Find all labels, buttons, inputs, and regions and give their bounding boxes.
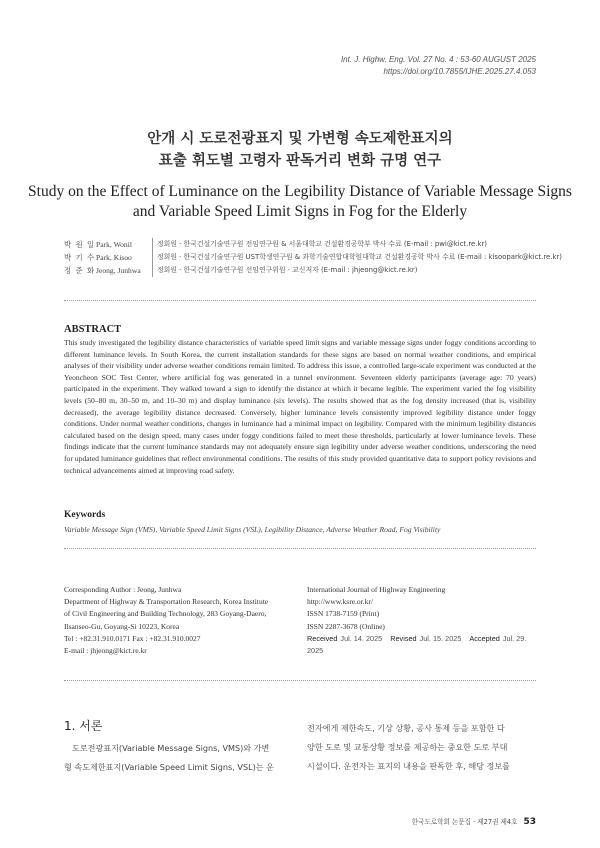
doi-link[interactable]: https://doi.org/10.7855/IJHE.2025.27.4.053	[383, 67, 536, 76]
abstract-heading: ABSTRACT	[64, 324, 122, 335]
revised-date: Jul. 15. 2025	[419, 633, 462, 643]
author-row	[64, 264, 562, 277]
body-right-column	[307, 719, 539, 776]
accepted-label: Accepted	[469, 633, 500, 643]
corresponding-address-line: Department of Highway & Transportation Research, Korea Institute	[64, 597, 269, 607]
journal-citation	[341, 54, 536, 78]
footer-journal-issue: 한국도로학회 논문집 · 제27권 제4호	[411, 818, 518, 826]
received-label: Received	[307, 633, 338, 643]
author-english-name: Park, Wonil	[96, 240, 132, 249]
page-number: 53	[523, 817, 536, 827]
english-title-line-2: and Variable Speed Limit Signs in Fog for the Elderly	[132, 203, 468, 220]
english-title-line-1: Study on the Effect of Luminance on the Legibility Distance of Variable Message Signs	[28, 183, 572, 200]
accepted-date: Jul. 29. 2025	[307, 633, 527, 656]
corresponding-address-line: of Civil Engineering and Building Technology, 283 Goyang-Daero,	[64, 609, 267, 619]
revised-label: Revised	[390, 633, 417, 643]
korean-title-line-2: 표출 휘도별 고령자 판독거리 변화 규명 연구	[158, 153, 442, 169]
body-text-line: 전자에게 제한속도, 기상 상황, 공사 통제 등을 포함한 다	[307, 723, 505, 733]
author-row	[64, 251, 562, 264]
author-korean-name: 박 기 수	[64, 253, 96, 262]
body-text-line: 형 속도제한표지(Variable Speed Limit Signs, VSL)는 운	[64, 762, 274, 772]
author-affiliation: 정회원 · 한국건설기술연구원 UST학생연구원 & 과학기술연합대학원대학교 건설환경공학 박사 수료 (E-mail : kisoopark@kict.re.kr)	[152, 251, 562, 264]
dotted-divider-bottom	[64, 680, 536, 681]
author-affiliation: 정회원 · 한국건설기술연구원 전임연구원 & 서울대학교 건설환경공학부 박사 수료 (E-mail : pwi@kict.re.kr)	[152, 238, 487, 251]
corresponding-author-block	[64, 584, 304, 657]
abstract-body: This study investigated the legibility distance characteristics of variable speed limit signs and variable message signs under foggy conditions according to different luminance levels. In South Korea, the current installation standards for these signs are based on normal weather conditions, and empirical analyses of their visibility under adverse weather conditions remain limited. To address this issue, a controlled large-scale experiment was conducted at the Yeoncheon SOC Test Center, where artificial fog was generated in a tunnel environment. Seventeen elderly participants (average age: 70 years) participated in the experiment. They walked toward a sign to identify the distance at which it became legible. The experiment varied the fog visibility levels (50–80 m, 30–50 m, and 10–30 m) and display luminance (six levels). The results showed that as the fog density increased (that is, visibility decreased), the average legibility distance decreased. Conversely, higher luminance levels consistently improved legibility distance under foggy conditions. Under normal weather conditions, changes in luminance had a minimal impact on legibility. Compared with the minimum legibility distances calculated based on the design speed, many cases under foggy conditions failed to meet these thresholds, particularly at lower luminance levels. These findings indicate that the current luminance standards may not adequately ensure sign legibility under adverse weather conditions, underscoring the need for updated luminance guidelines that reflect environmental conditions. The results of this study provided quantitative data to support policy revisions and technical advancements aimed at improving road safety.	[64, 338, 536, 475]
author-korean-name: 박 원 일	[64, 240, 96, 249]
dotted-divider-middle	[64, 548, 536, 549]
body-text-line: 시설이다. 운전자는 표지의 내용을 판독한 후, 해당 정보를	[307, 761, 510, 771]
issn-print: ISSN 1738-7159 (Print)	[307, 609, 380, 619]
journal-website-link[interactable]: http://www.ksre.or.kr/	[307, 597, 373, 607]
corresponding-email[interactable]: E-mail : jhjeong@kict.re.kr	[64, 646, 147, 656]
author-affiliation: 정회원 · 한국건설기술연구원 선임연구위원 · 교신저자 (E-mail : jhjeong@kict.re.kr)	[152, 264, 417, 277]
journal-name: International Journal of Highway Engineering	[307, 585, 446, 594]
journal-info-block	[307, 584, 547, 657]
page-footer	[412, 816, 536, 827]
corresponding-address-line: Ilsanseo-Gu, Goyang-Si 10223, Korea	[64, 621, 180, 631]
body-text-line: 양한 도로 및 교통상황 정보를 제공하는 중요한 도로 부대	[307, 742, 508, 752]
body-text-line: 도로전광표지(Variable Message Signs, VMS)와 가변	[72, 743, 270, 753]
keywords-heading: Keywords	[64, 510, 106, 520]
author-list	[64, 238, 562, 277]
corresponding-author-name: Corresponding Author : Jeong, Junhwa	[64, 585, 182, 594]
keywords-list: Variable Message Sign (VMS), Variable Speed Limit Signs (VSL), Legibility Distance, Adverse Weather Road, Fog Visibility	[64, 525, 441, 534]
received-date: Jul. 14. 2025	[340, 633, 383, 643]
author-row	[64, 238, 562, 251]
body-left-column	[64, 739, 296, 777]
author-english-name: Jeong, Junhwa	[96, 266, 141, 275]
english-title	[0, 182, 600, 222]
dotted-divider-top	[64, 300, 536, 301]
author-english-name: Park, Kisoo	[96, 253, 132, 262]
article-dates	[307, 633, 547, 657]
journal-volume-line: Int. J. Highw. Eng. Vol. 27 No. 4 : 53-60 AUGUST 2025	[340, 55, 536, 64]
corresponding-phone-fax: Tel : +82.31.910.0171 Fax : +82.31.910.0027	[64, 633, 201, 643]
korean-title-line-1: 안개 시 도로전광표지 및 가변형 속도제한표지의	[147, 131, 453, 147]
issn-online: ISSN 2287-3678 (Online)	[307, 621, 385, 631]
section-heading-introduction: 1. 서론	[64, 719, 103, 733]
korean-title	[0, 128, 600, 172]
author-korean-name: 정 준 화	[64, 266, 96, 275]
